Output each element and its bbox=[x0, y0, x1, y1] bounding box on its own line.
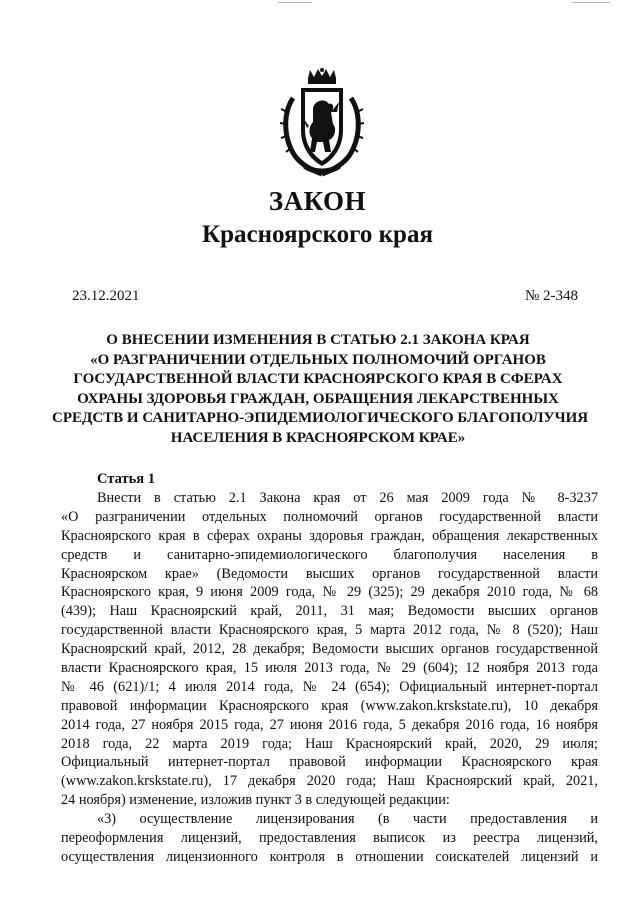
body-line: Красноярский край, 2012, 28 декабря; Ведомости высших органов государственной bbox=[61, 641, 598, 658]
heading-line: О ВНЕСЕНИИ ИЗМЕНЕНИЯ В СТАТЬЮ 2.1 ЗАКОНА КРАЯ bbox=[106, 332, 530, 348]
scan-mark bbox=[278, 2, 312, 3]
body-line: правовой информации Красноярского края (www.zakon.krskstate.ru), 10 декабря bbox=[61, 697, 598, 714]
body-line: осуществления лицензионного контроля в отношении соискателей лицензий и bbox=[61, 848, 598, 865]
scan-marks bbox=[0, 0, 635, 8]
scan-mark bbox=[572, 2, 610, 3]
body-line: Красноярского края в сферах охраны здоровья граждан, обращения лекарственных bbox=[61, 527, 598, 544]
coat-of-arms-icon bbox=[279, 68, 365, 180]
heading-line: НАСЕЛЕНИЯ В КРАСНОЯРСКОМ КРАЕ» bbox=[170, 429, 466, 446]
body-line: государственной власти Красноярского края, 5 марта 2012 года, № 8 (520); Наш bbox=[61, 622, 598, 639]
heading-line: ОХРАНЫ ЗДОРОВЬЯ ГРАЖДАН, ОБРАЩЕНИЯ ЛЕКАРСТВЕННЫХ bbox=[77, 390, 559, 407]
body-line: Красноярском крае» (Ведомости высших органов государственной власти bbox=[61, 565, 598, 582]
heading-line: ГОСУДАРСТВЕННОЙ ВЛАСТИ КРАСНОЯРСКОГО КРАЯ В СФЕРАХ bbox=[73, 371, 563, 388]
body-line: Официальный интернет-портал правовой информации Красноярского края bbox=[61, 754, 598, 771]
body-line: 2014 года, 27 ноября 2015 года, 27 июня 2016 года, 5 декабря 2016 года, 16 ноября bbox=[61, 716, 598, 733]
body-line: 24 ноября) изменение, изложив пункт 3 в следующей редакции: bbox=[61, 792, 450, 809]
document-title: ЗАКОН bbox=[268, 186, 367, 216]
body-line: Красноярского края, 9 июня 2009 года, № 29 (325); 29 декабря 2010 года, № 68 bbox=[61, 584, 598, 601]
article-body bbox=[61, 489, 598, 867]
body-line: средств и санитарно-эпидемиологического благополучия населения в bbox=[61, 546, 598, 563]
body-line: переоформления лицензий, предоставления выписок из реестра лицензий, bbox=[61, 830, 598, 847]
document-subtitle: Красноярского края bbox=[202, 221, 433, 248]
heading-line: «О РАЗГРАНИЧЕНИИ ОТДЕЛЬНЫХ ПОЛНОМОЧИЙ ОРГАНОВ bbox=[90, 351, 546, 368]
law-heading bbox=[52, 331, 589, 449]
body-line: «О разграничении отдельных полномочий органов государственной власти bbox=[61, 508, 598, 525]
article-title: Статья 1 bbox=[97, 471, 155, 487]
body-line: власти Красноярского края, 15 июля 2013 года, № 29 (604); 12 ноября 2013 года bbox=[61, 660, 598, 677]
body-line: 2018 года, 22 марта 2019 года; Наш Красноярский край, 2020, 29 июля; bbox=[61, 735, 598, 752]
heading-line: СРЕДСТВ И САНИТАРНО-ЭПИДЕМИОЛОГИЧЕСКОГО БЛАГОПОЛУЧИЯ bbox=[52, 410, 589, 427]
body-line: № 46 (621)/1; 4 июля 2014 года, № 24 (654); Официальный интернет-портал bbox=[61, 678, 598, 695]
body-line: (www.zakon.krskstate.ru), 17 декабря 2020 года; Наш Красноярский край, 2021, bbox=[61, 773, 598, 790]
document-number: № 2-348 bbox=[524, 288, 578, 304]
body-line: «3) осуществление лицензирования (в части предоставления и bbox=[97, 811, 598, 828]
body-line: (439); Наш Красноярский край, 2011, 31 мая; Ведомости высших органов bbox=[61, 603, 598, 620]
body-line: Внести в статью 2.1 Закона края от 26 мая 2009 года № 8-3237 bbox=[97, 490, 598, 506]
document-date: 23.12.2021 bbox=[72, 288, 140, 304]
